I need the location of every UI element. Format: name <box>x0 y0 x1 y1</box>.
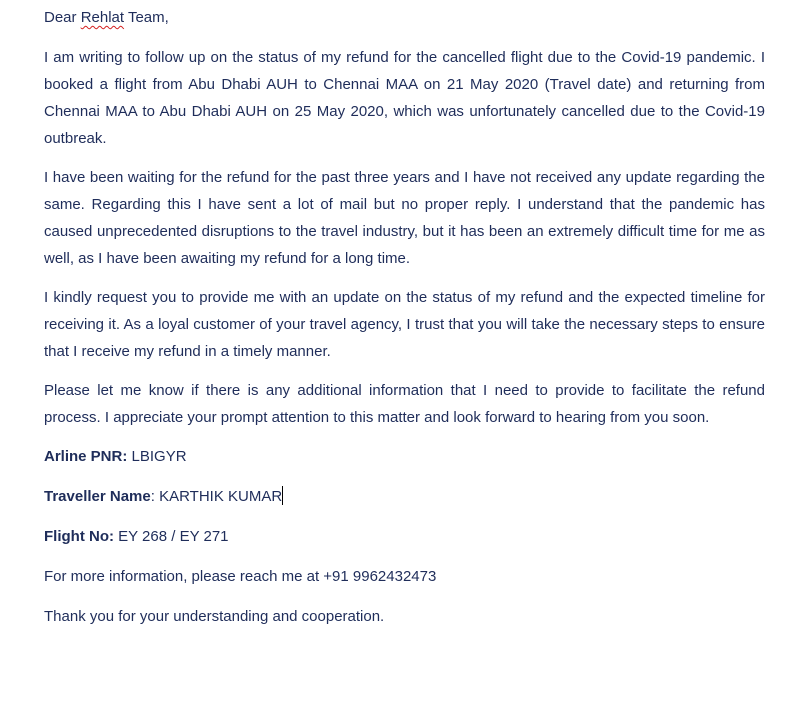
misspelled-word[interactable]: Rehlat <box>80 9 125 26</box>
flight-line <box>44 523 765 550</box>
document-body[interactable] <box>44 4 765 643</box>
greeting <box>44 4 765 31</box>
flight-value: EY 268 / EY 271 <box>113 528 229 545</box>
separator: : <box>150 488 160 505</box>
traveller-label: Traveller Name <box>44 488 151 505</box>
paragraph-2: I have been waiting for the refund for the past three years and I have not received any update regarding the same. Regarding this I have sent a lot of mail but no proper reply. I understand that the pandemic has caused unprecedented disruptions to the travel industry, but it has been an extremely difficult time for me as well, as I have been awaiting my refund for a long time. <box>44 169 765 267</box>
pnr-line <box>44 443 765 470</box>
paragraph-4: Please let me know if there is any additional information that I need to provide to facilitate the refund process. I appreciate your prompt attention to this matter and look forward to hearing from you soon. <box>44 382 765 426</box>
flight-label: Flight No: <box>44 528 114 545</box>
pnr-label: Arline PNR: <box>44 448 128 465</box>
contact-line: For more information, please reach me at +91 9962432473 <box>44 568 437 585</box>
traveller-line <box>44 483 765 510</box>
paragraph-1: I am writing to follow up on the status of my refund for the cancelled flight due to the Covid-19 pandemic. I booked a flight from Abu Dhabi AUH to Chennai MAA on 21 May 2020 (Travel date) and returning from Chennai MAA to Abu Dhabi AUH on 25 May 2020, which was unfortunately cancelled due to the Covid-19 outbreak. <box>44 49 765 147</box>
closing-line: Thank you for your understanding and cooperation. <box>44 608 385 625</box>
text-cursor <box>282 486 283 505</box>
greeting-suffix: Team, <box>124 9 169 26</box>
pnr-value: LBIGYR <box>127 448 187 465</box>
paragraph-3: I kindly request you to provide me with an update on the status of my refund and the expected timeline for receiving it. As a loyal customer of your travel agency, I trust that you will take the necessary steps to ensure that I receive my refund in a timely manner. <box>44 289 765 360</box>
traveller-value: KARTHIK KUMAR <box>159 488 283 505</box>
greeting-prefix: Dear <box>44 9 81 26</box>
